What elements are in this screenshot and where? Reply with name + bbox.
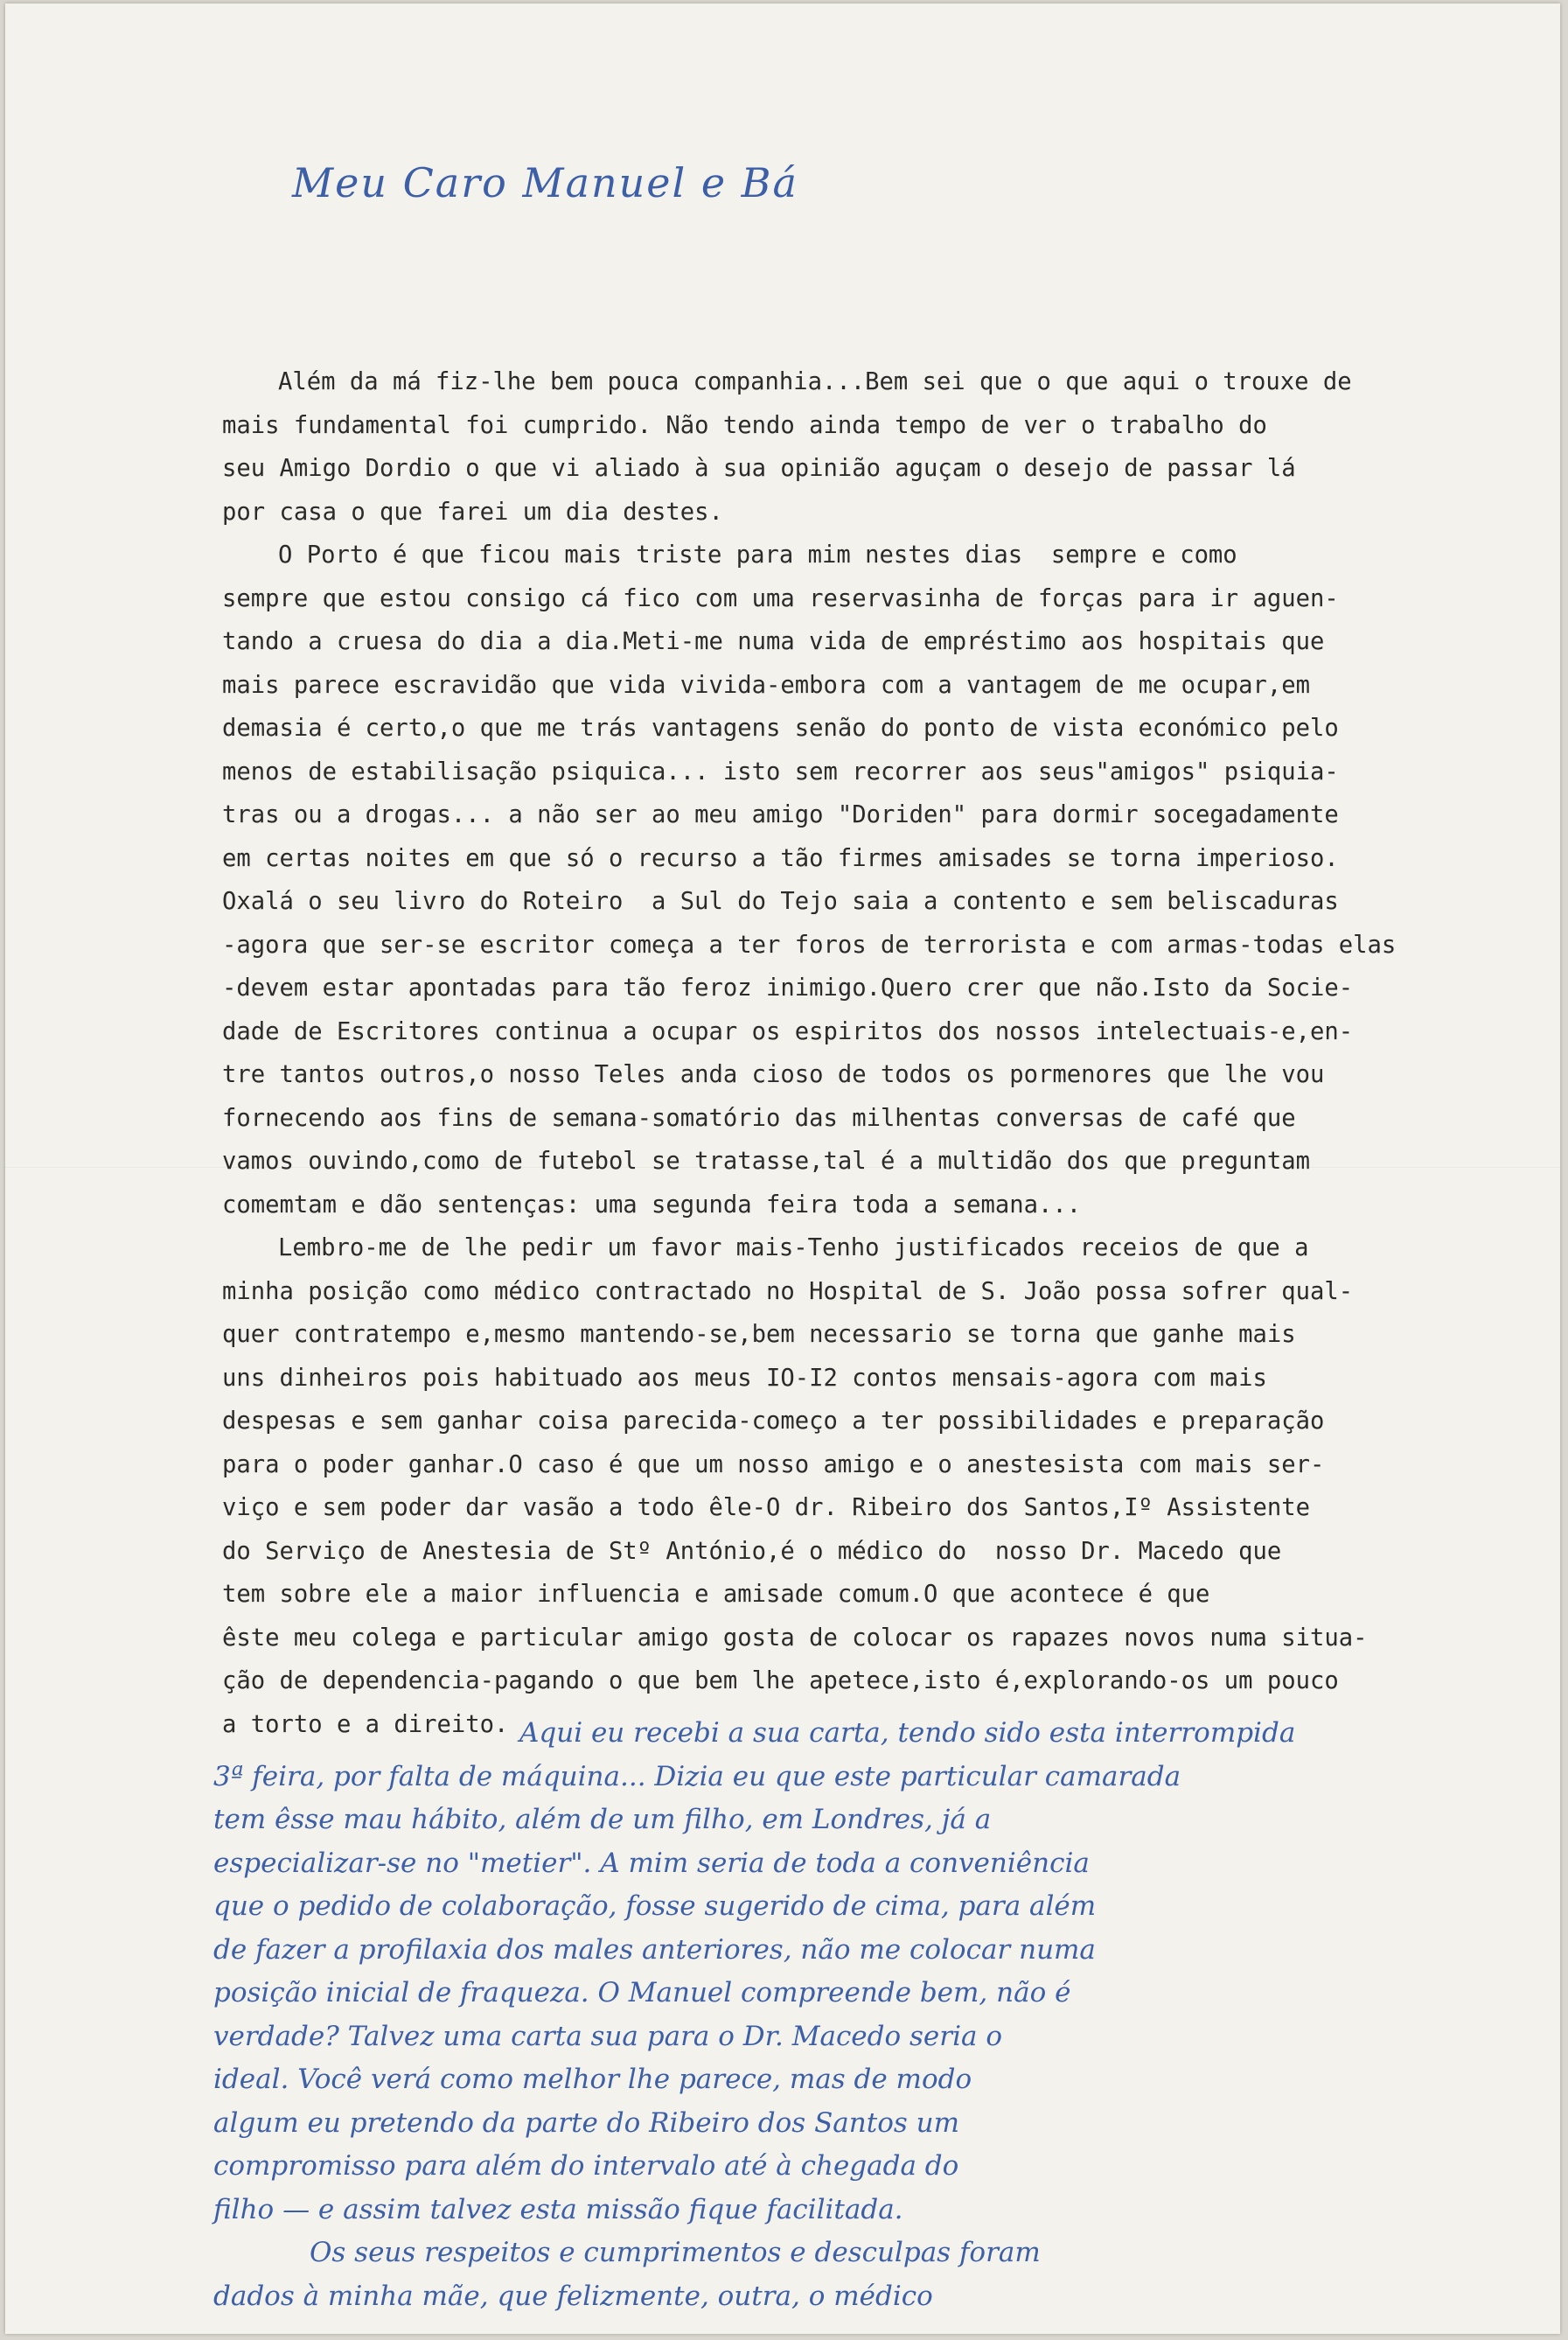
typed-line: Lembro-me de lhe pedir um favor mais-Tenho justificados receios de que a xyxy=(278,1234,1309,1261)
typed-line: tre tantos outros,o nosso Teles anda cioso de todos os pormenores que lhe vou xyxy=(222,1061,1325,1088)
typed-line: -devem estar apontadas para tão feroz inimigo.Quero crer que não.Isto da Socie- xyxy=(222,974,1354,1002)
typed-line: despesas e sem ganhar coisa parecida-começo a ter possibilidades e preparação xyxy=(222,1407,1325,1435)
typed-line: tando a cruesa do dia a dia.Meti-me numa vida de empréstimo aos hospitais que xyxy=(222,628,1325,655)
typed-line: para o poder ganhar.O caso é que um nosso amigo e o anestesista com mais ser- xyxy=(222,1450,1325,1478)
typed-line: minha posição como médico contractado no Hospital de S. João possa sofrer qual- xyxy=(222,1277,1354,1305)
typed-line: dade de Escritores continua a ocupar os espiritos dos nossos intelectuais-e,en- xyxy=(222,1017,1354,1045)
typed-line: -agora que ser-se escritor começa a ter foros de terrorista e com armas-todas elas xyxy=(222,931,1397,959)
handwritten-line: algum eu pretendo da parte do Ribeiro dos Santos um xyxy=(213,2106,959,2139)
typed-line: ção de dependencia-pagando o que bem lhe apetece,isto é,explorando-os um pouco xyxy=(222,1667,1339,1694)
letter-page xyxy=(5,3,1560,2334)
typed-line: fornecendo aos fins de semana-somatório das milhentas conversas de café que xyxy=(222,1104,1296,1132)
typed-line: por casa o que farei um dia destes. xyxy=(222,498,723,526)
typed-line: do Serviço de Anestesia de Stº António,é o médico do nosso Dr. Macedo que xyxy=(222,1537,1282,1565)
typed-line: demasia é certo,o que me trás vantagens senão do ponto de vista económico pelo xyxy=(222,715,1339,742)
handwritten-line: verdade? Talvez uma carta sua para o Dr. Macedo seria o xyxy=(213,2020,1002,2052)
handwritten-line: dados à minha mãe, que felizmente, outra, o médico xyxy=(213,2280,933,2312)
typed-line: O Porto é que ficou mais triste para mim nestes dias sempre e como xyxy=(278,541,1237,569)
typed-line: comemtam e dão sentenças: uma segunda feira toda a semana... xyxy=(222,1191,1082,1219)
typed-body xyxy=(222,360,1464,1746)
typed-line: mais fundamental foi cumprido. Não tendo ainda tempo de ver o trabalho do xyxy=(222,411,1267,439)
typed-line: Além da má fiz-lhe bem pouca companhia...Bem sei que o que aqui o trouxe de xyxy=(278,368,1352,395)
handwritten-continuation xyxy=(213,1712,1473,2318)
typed-line: uns dinheiros pois habituado aos meus IO-I2 contos mensais-agora com mais xyxy=(222,1364,1267,1392)
handwritten-line: especializar-se no "metier". A mim seria de toda a conveniência xyxy=(213,1847,1090,1879)
typed-line: a torto e a direito. xyxy=(222,1710,509,1738)
typed-line: em certas noites em que só o recurso a tão firmes amisades se torna imperioso. xyxy=(222,844,1339,872)
handwritten-line: de fazer a profilaxia dos males anteriores, não me colocar numa xyxy=(213,1933,1096,1966)
handwritten-line: 3ª feira, por falta de máquina... Dizia eu que este particular camarada xyxy=(213,1760,1181,1792)
typed-line: êste meu colega e particular amigo gosta de colocar os rapazes novos numa situa- xyxy=(222,1624,1368,1652)
typed-line: tem sobre ele a maior influencia e amisade comum.O que acontece é que xyxy=(222,1581,1210,1608)
handwritten-line: ideal. Você verá como melhor lhe parece, mas de modo xyxy=(213,2064,972,2095)
typed-line: tras ou a drogas... a não ser ao meu amigo "Doriden" para dormir socegadamente xyxy=(222,801,1339,828)
handwritten-line: Os seus respeitos e cumprimentos e desculpas foram xyxy=(310,2237,1041,2268)
typed-line: mais parece escravidão que vida vivida-embora com a vantagem de me ocupar,em xyxy=(222,671,1310,699)
typed-line: quer contratempo e,mesmo mantendo-se,bem necessario se torna que ganhe mais xyxy=(222,1321,1296,1348)
handwritten-line: posição inicial de fraqueza. O Manuel compreende bem, não é xyxy=(213,1977,1071,2008)
typed-line: vamos ouvindo,como de futebol se tratasse,tal é a multidão dos que preguntam xyxy=(222,1148,1310,1175)
handwritten-line: compromisso para além do intervalo até à chegada do xyxy=(213,2150,959,2182)
handwritten-line: que o pedido de colaboração, fosse sugerido de cima, para além xyxy=(213,1890,1097,1922)
salutation: Meu Caro Manuel e Bá xyxy=(292,159,798,206)
handwritten-line: filho — e assim talvez esta missão fique facilitada. xyxy=(213,2193,903,2225)
handwritten-line: Aqui eu recebi a sua carta, tendo sido esta interrompida xyxy=(519,1717,1296,1749)
typed-line: viço e sem poder dar vasão a todo êle-O dr. Ribeiro dos Santos,Iº Assistente xyxy=(222,1494,1310,1521)
typed-line: seu Amigo Dordio o que vi aliado à sua opinião aguçam o desejo de passar lá xyxy=(222,455,1296,482)
typed-line: menos de estabilisação psiquica... isto sem recorrer aos seus"amigos" psiquia- xyxy=(222,758,1339,786)
typed-line: Oxalá o seu livro do Roteiro a Sul do Tejo saia a contento e sem beliscaduras xyxy=(222,888,1339,915)
typed-line: sempre que estou consigo cá fico com uma reservasinha de forças para ir aguen- xyxy=(222,584,1339,612)
handwritten-line: tem êsse mau hábito, além de um filho, em Londres, já a xyxy=(213,1804,992,1835)
